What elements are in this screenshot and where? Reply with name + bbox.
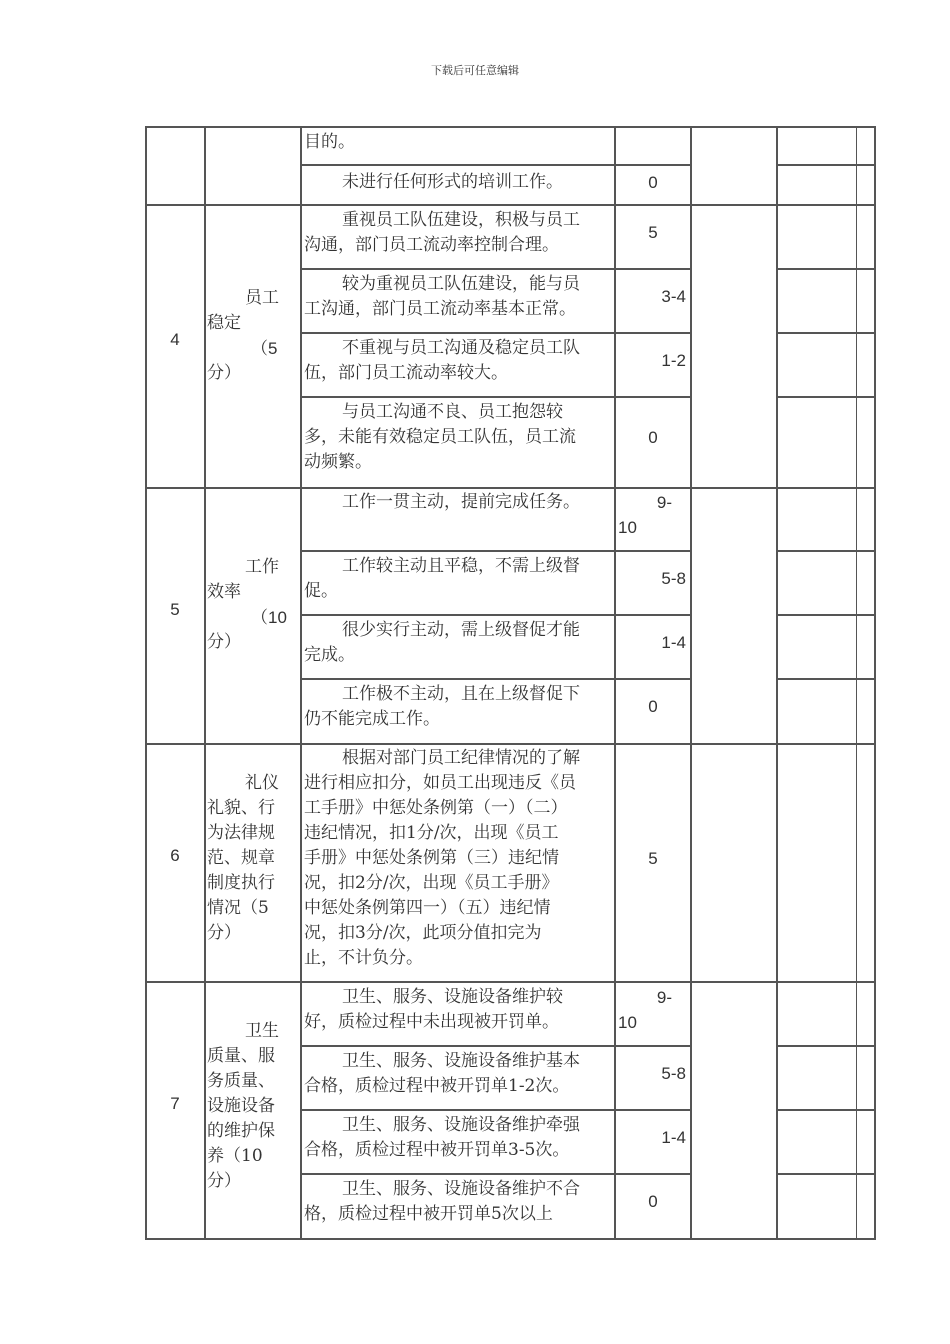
category-line: 分） (207, 1171, 241, 1191)
category-line: 务质量、 (207, 1071, 275, 1091)
category-line: 卫生 (245, 1021, 279, 1041)
criteria-text (304, 400, 616, 475)
row-separator (145, 981, 876, 983)
criteria-line: 况，扣2分/次，出现《员工手册》 (304, 873, 559, 893)
criteria-line: 卫生、服务、设施设备维护不合 (342, 1179, 580, 1199)
category-line: 分） (207, 363, 241, 383)
table-col-divider (204, 126, 206, 1240)
criteria-text (304, 682, 616, 732)
criteria-text: 工作一贯主动，提前完成任务。 (342, 492, 580, 512)
criteria-line: 合格，质检过程中被开罚单3-5次。 (304, 1140, 570, 1160)
category-line: 设施设备 (207, 1096, 275, 1116)
sub-row-separator (300, 268, 692, 270)
sub-row-separator (776, 1109, 876, 1111)
sub-row-separator (300, 614, 692, 616)
criteria-line: 沟通，部门员工流动率控制合理。 (304, 235, 559, 255)
sub-row-separator (300, 678, 692, 680)
criteria-line: 完成。 (304, 645, 355, 665)
score-value: 0 (648, 428, 658, 447)
criteria-line: 况，扣3分/次，此项分值扣完为 (304, 923, 542, 943)
category-line: 情况（5 (207, 898, 269, 918)
criteria-line: 多，未能有效稳定员工队伍，员工流 (304, 427, 576, 447)
table-col-divider (776, 126, 778, 1240)
category-line: 礼貌、行 (207, 798, 275, 818)
score-value: 0 (648, 173, 658, 192)
score-value: 5 (648, 223, 658, 242)
score-line: 10 (618, 1013, 637, 1032)
sub-row-separator (300, 396, 692, 398)
category-label (207, 286, 287, 386)
criteria-line: 与员工沟通不良、员工抱怨较 (342, 402, 563, 422)
score-value: 1-2 (661, 351, 686, 370)
category-label (207, 771, 287, 946)
criteria-line: 工作较主动且平稳，不需上级督 (342, 556, 580, 576)
category-line: （10 (251, 608, 287, 627)
category-line: 员工 (245, 288, 279, 308)
criteria-text (304, 272, 616, 322)
criteria-line: 重视员工队伍建设，积极与员工 (342, 210, 580, 230)
criteria-text: 目的。 (304, 132, 355, 152)
sub-row-separator (300, 550, 692, 552)
criteria-line: 不重视与员工沟通及稳定员工队 (342, 338, 580, 358)
score-line: 10 (618, 518, 637, 537)
score-line: 9- (656, 493, 672, 512)
category-line: 分） (207, 632, 241, 652)
score-value (616, 985, 690, 1035)
table-border-top (145, 126, 876, 128)
criteria-line: 促。 (304, 581, 338, 601)
sub-row-separator (776, 268, 876, 270)
category-line: 礼仪 (245, 773, 279, 793)
category-line: （5 (251, 339, 278, 358)
criteria-line: 中惩处条例第四一）（五）违纪情 (304, 898, 551, 918)
score-value (616, 490, 690, 540)
criteria-text (304, 1177, 616, 1227)
sub-row-separator (776, 1173, 876, 1175)
category-line: 制度执行 (207, 873, 275, 893)
criteria-line: 很少实行主动，需上级督促才能 (342, 620, 580, 640)
criteria-line: 违纪情况，扣1分/次，出现《员工 (304, 823, 559, 843)
criteria-text (304, 554, 616, 604)
criteria-text: 未进行任何形式的培训工作。 (342, 172, 563, 192)
criteria-line: 手册》中惩处条例第（三）违纪情 (304, 848, 559, 868)
score-value: 3-4 (661, 287, 686, 306)
sub-row-separator (776, 678, 876, 680)
sub-row-separator (300, 1109, 692, 1111)
sub-row-separator (776, 614, 876, 616)
category-line: 稳定 (207, 313, 241, 333)
sub-row-separator (776, 396, 876, 398)
criteria-line: 进行相应扣分，如员工出现违反《员 (304, 773, 576, 793)
criteria-line: 根据对部门员工纪律情况的了解 (342, 748, 580, 768)
criteria-line: 卫生、服务、设施设备维护基本 (342, 1051, 580, 1071)
category-line: 工作 (245, 557, 279, 577)
row-index: 5 (170, 600, 180, 619)
criteria-line: 止，不计负分。 (304, 948, 423, 968)
criteria-text (304, 618, 616, 668)
criteria-line: 工沟通，部门员工流动率基本正常。 (304, 299, 576, 319)
table-border-left (145, 126, 147, 1240)
criteria-line: 仍不能完成工作。 (304, 709, 440, 729)
sub-row-separator (776, 1045, 876, 1047)
sub-row-separator (776, 332, 876, 334)
row-index: 7 (170, 1094, 180, 1113)
table-col-divider (690, 126, 692, 1240)
criteria-line: 格，质检过程中被开罚单5次以上 (304, 1204, 553, 1224)
category-line: 为法律规 (207, 823, 275, 843)
criteria-text (304, 1049, 616, 1099)
category-line: 效率 (207, 582, 241, 602)
criteria-line: 较为重视员工队伍建设，能与员 (342, 274, 580, 294)
criteria-line: 卫生、服务、设施设备维护较 (342, 987, 563, 1007)
row-index: 6 (170, 846, 180, 865)
score-value: 0 (648, 697, 658, 716)
criteria-line: 好，质检过程中未出现被开罚单。 (304, 1012, 559, 1032)
score-value: 5-8 (661, 569, 686, 588)
category-line: 分） (207, 923, 241, 943)
criteria-line: 工作极不主动，且在上级督促下 (342, 684, 580, 704)
criteria-text (304, 336, 616, 386)
criteria-text (304, 208, 616, 258)
category-line: 范、规章 (207, 848, 275, 868)
table-col-divider (300, 126, 302, 1240)
row-index: 4 (170, 330, 180, 349)
sub-row-separator (776, 550, 876, 552)
criteria-line: 合格，质检过程中被开罚单1-2次。 (304, 1076, 570, 1096)
criteria-line: 动频繁。 (304, 452, 372, 472)
sub-row-separator (300, 1045, 692, 1047)
criteria-line: 工手册》中惩处条例第（一）（二） (304, 798, 568, 818)
sub-row-separator (776, 164, 876, 166)
sub-row-separator (300, 1173, 692, 1175)
row-separator (145, 743, 876, 745)
criteria-text (304, 746, 616, 971)
criteria-text (304, 1113, 616, 1163)
score-value: 1-4 (661, 1128, 686, 1147)
category-line: 养（10 (207, 1146, 263, 1166)
category-line: 的维护保 (207, 1121, 275, 1141)
row-separator (145, 204, 876, 206)
score-value: 0 (648, 1192, 658, 1211)
category-label (207, 555, 287, 655)
score-value: 1-4 (661, 633, 686, 652)
score-line: 9- (656, 988, 672, 1007)
table-col-divider (856, 126, 857, 1240)
table-border-bottom (145, 1238, 876, 1240)
score-value: 5-8 (661, 1064, 686, 1083)
table-border-right (874, 126, 876, 1240)
criteria-line: 卫生、服务、设施设备维护牵强 (342, 1115, 580, 1135)
criteria-text (304, 985, 616, 1035)
row-separator (145, 487, 876, 489)
category-line: 质量、服 (207, 1046, 275, 1066)
criteria-line: 伍，部门员工流动率较大。 (304, 363, 508, 383)
evaluation-table (145, 126, 876, 1240)
category-label (207, 1019, 287, 1194)
score-value: 5 (648, 849, 658, 868)
page-header: 下载后可任意编辑 (431, 64, 519, 77)
sub-row-separator (300, 164, 692, 166)
sub-row-separator (300, 332, 692, 334)
